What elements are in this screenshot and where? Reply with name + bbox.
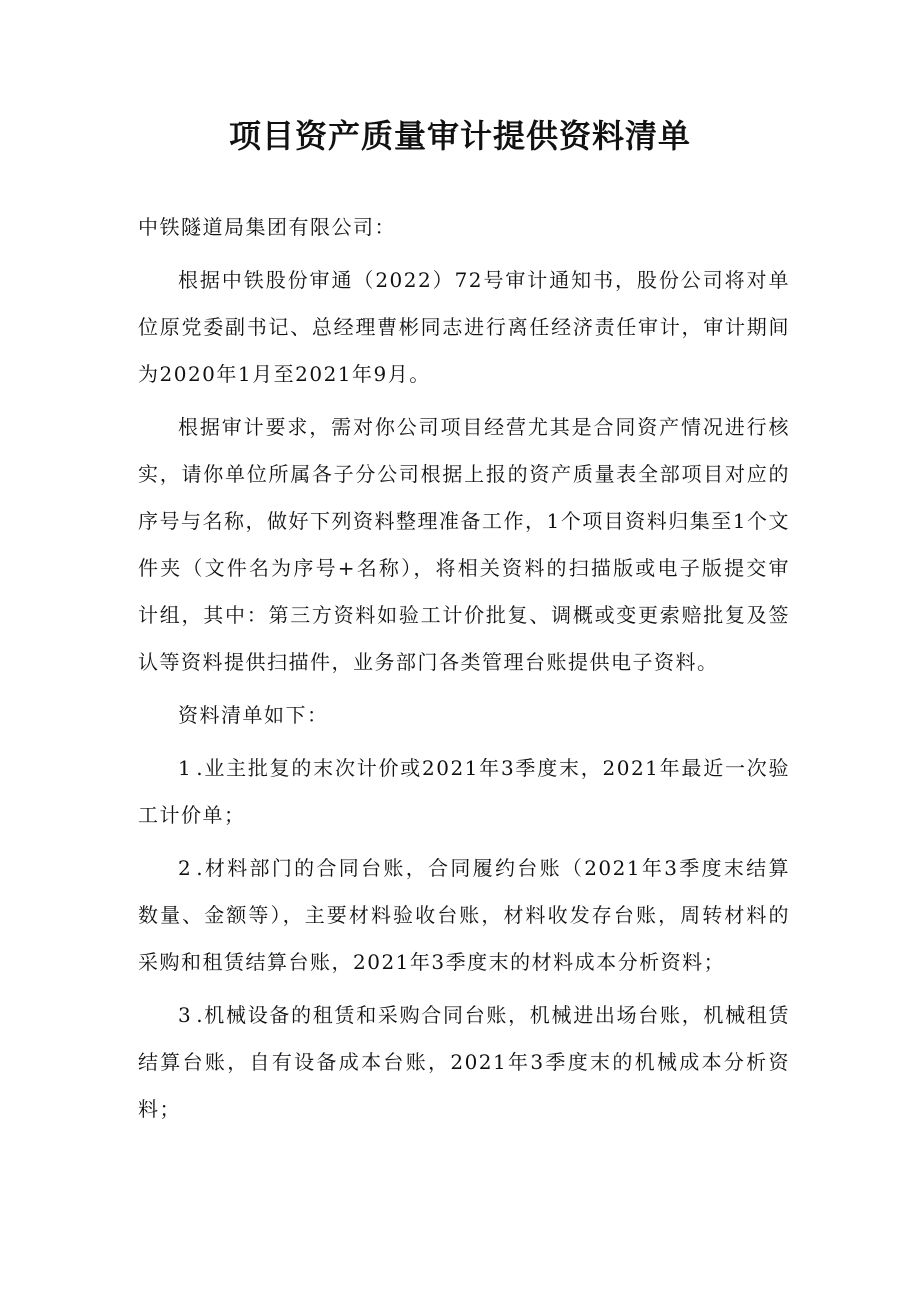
paragraph-list-intro: 资料清单如下： (178, 703, 329, 727)
list-item-number: 1 (178, 756, 193, 780)
paragraph-audit-notice: 根据中铁股份审通（2022）72号审计通知书，股份公司将对单位原党委副书记、总经理曹彬同志进行离任经济责任审计，审计期间为2020年1月至2021年9月。 (138, 268, 790, 386)
salutation: 中铁隧道局集团有限公司： (138, 215, 396, 239)
document-body (138, 204, 790, 1139)
list-item-text: .材料部门的合同台账，合同履约台账（2021年3季度末结算数量、金额等），主要材料验收台账，材料收发存台账，周转材料的采购和租赁结算台账，2021年3季度末的材料成本分析资料； (138, 856, 790, 974)
paragraph-audit-requirements: 根据审计要求，需对你公司项目经营尤其是合同资产情况进行核实，请你单位所属各子分公司根据上报的资产质量表全部项目对应的序号与名称，做好下列资料整理准备工作，1个项目资料归集至1个文件夹（文件名为序号+名称），将相关资料的扫描版或电子版提交审计组，其中：第三方资料如验工计价批复、调概或变更索赔批复及签认等资料提供扫描件，业务部门各类管理台账提供电子资料。 (138, 415, 790, 674)
list-item (138, 845, 790, 986)
list-item-text: .业主批复的末次计价或2021年3季度末，2021年最近一次验工计价单； (138, 756, 790, 827)
list-item (138, 745, 790, 839)
list-item-number: 2 (178, 856, 193, 880)
list-item-number: 3 (178, 1003, 193, 1027)
list-item-text: .机械设备的租赁和采购合同台账，机械进出场台账，机械租赁结算台账，自有设备成本台账，2021年3季度末的机械成本分析资料； (138, 1003, 790, 1121)
document-title: 项目资产质量审计提供资料清单 (228, 117, 691, 155)
list-item (138, 992, 790, 1133)
